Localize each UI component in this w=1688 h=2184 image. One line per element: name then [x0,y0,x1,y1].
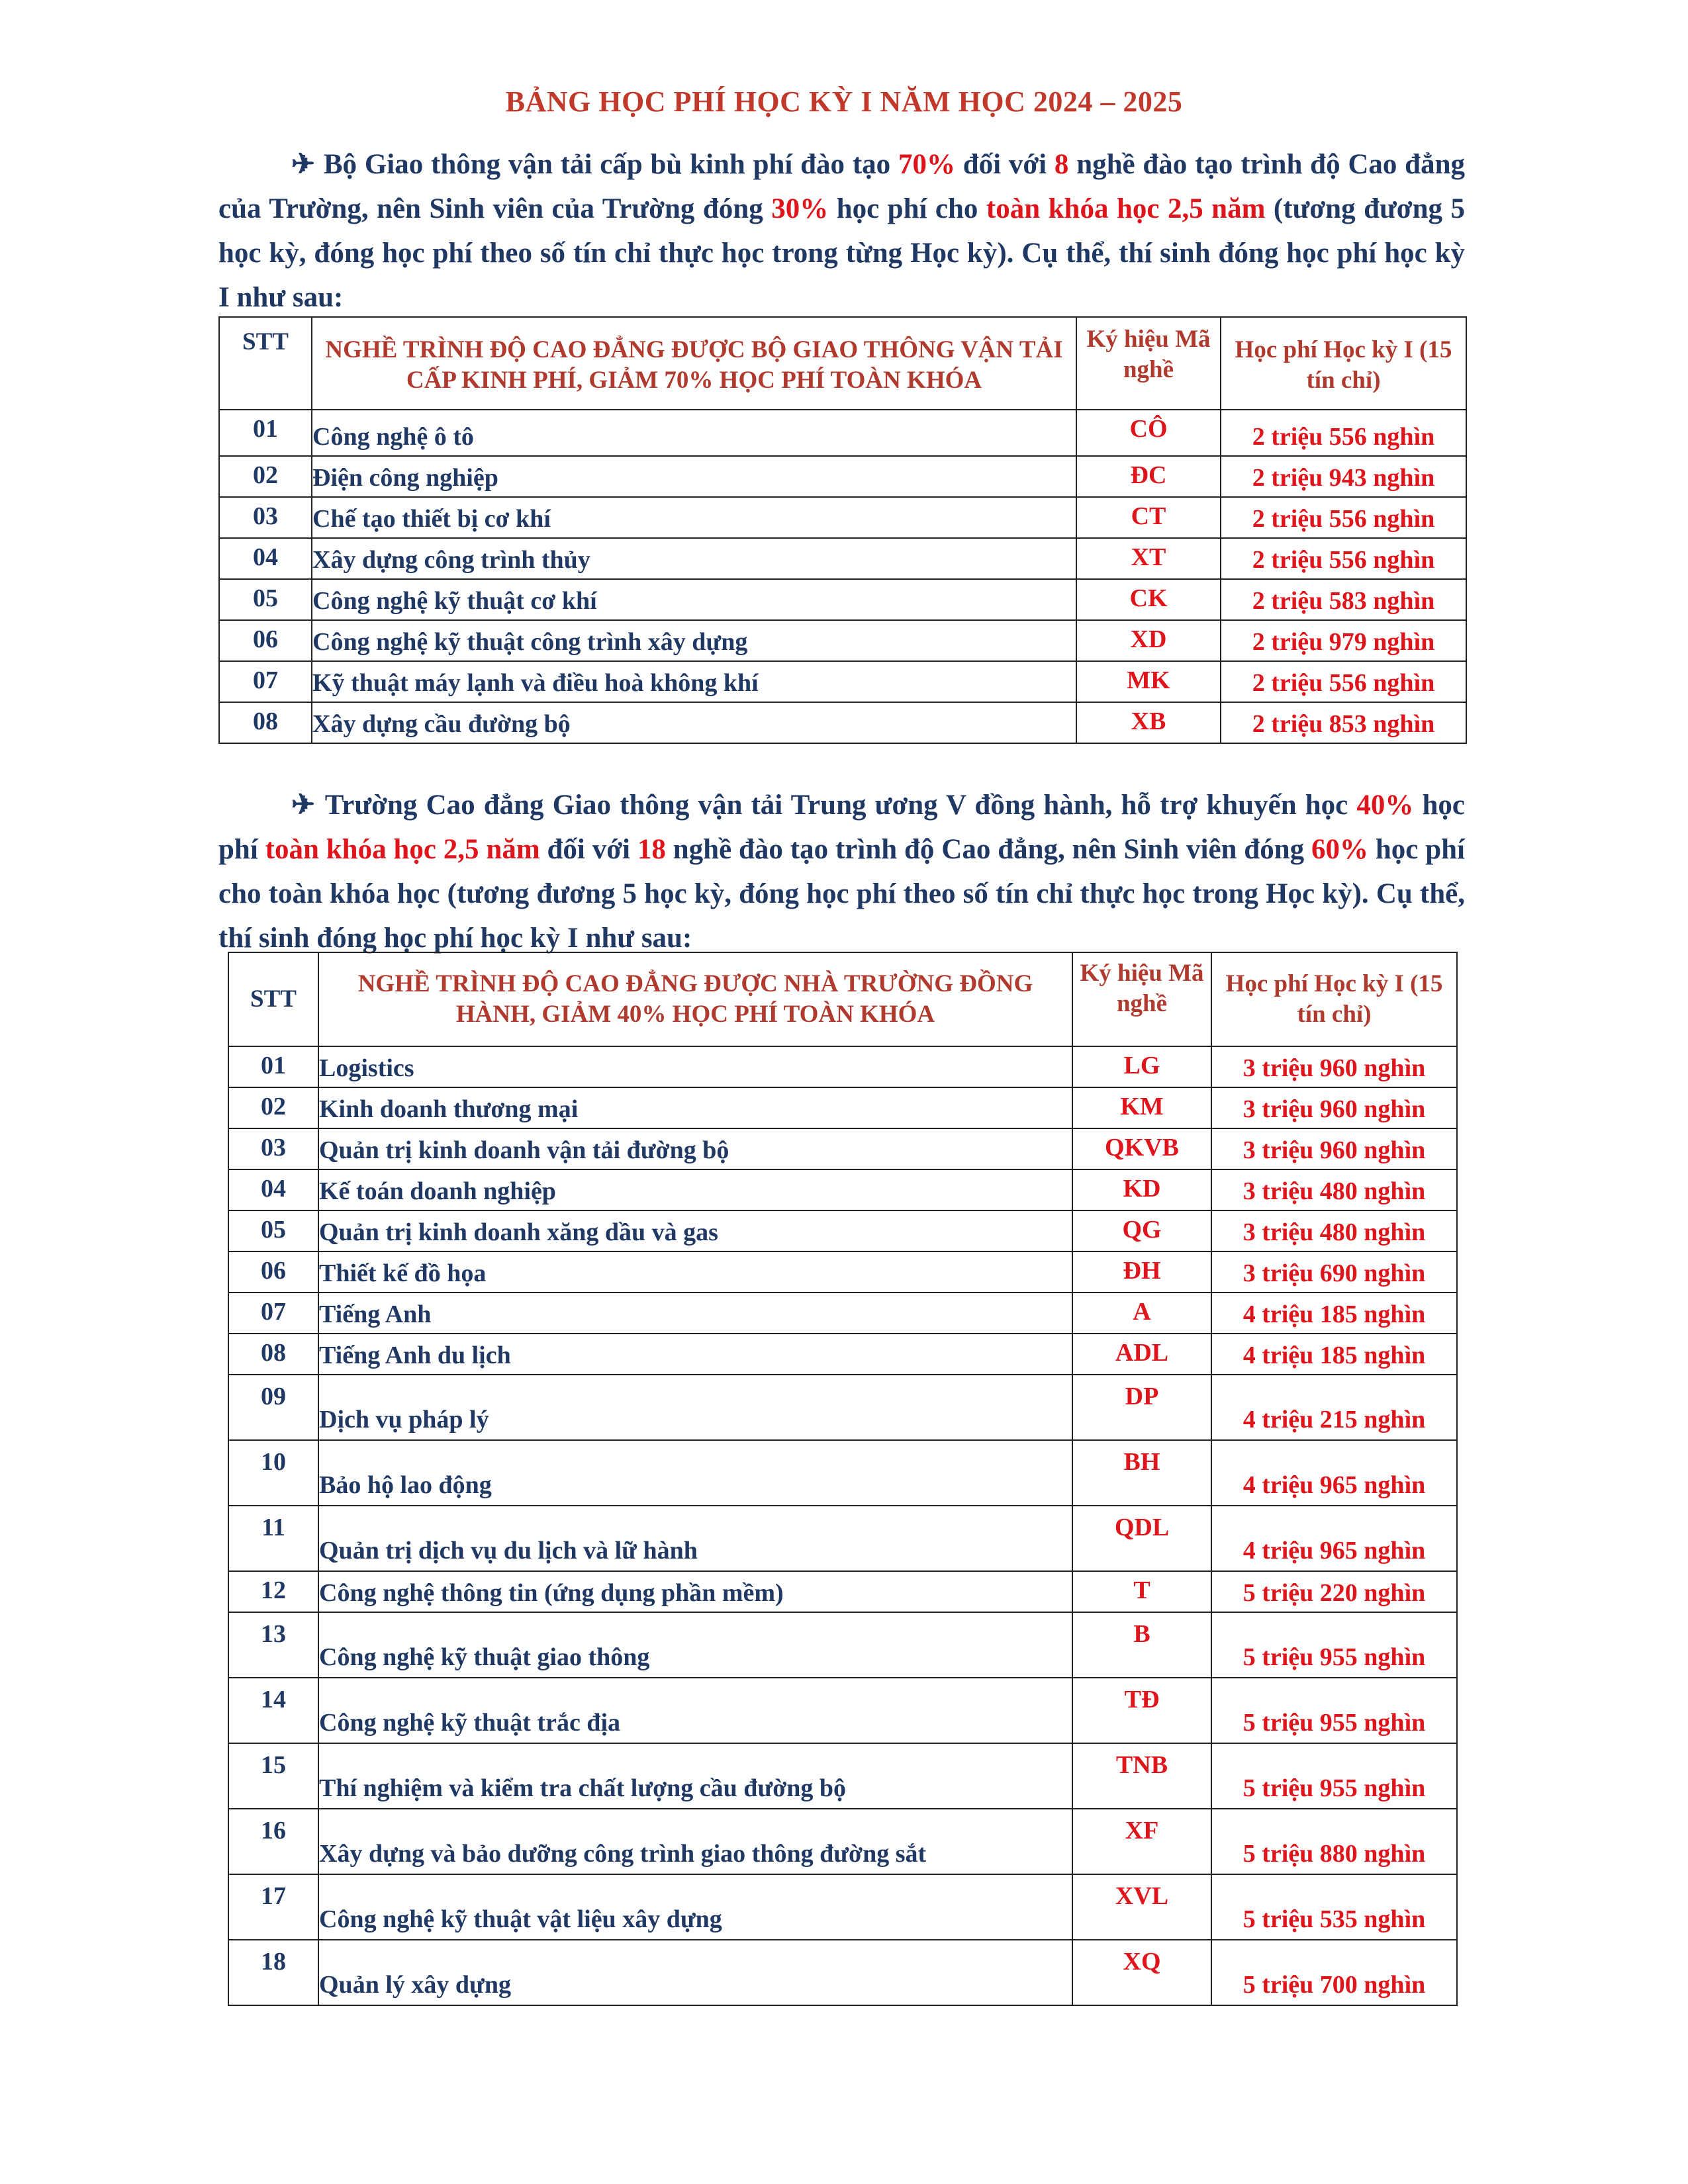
cell-code: ADL [1072,1334,1211,1375]
cell-stt: 09 [228,1375,318,1440]
cell-code: XVL [1072,1874,1211,1940]
table-row [228,1678,1457,1743]
table-row [219,410,1466,456]
cell-stt: 16 [228,1809,318,1874]
section2-text [218,790,1465,954]
cell-fee: 4 triệu 965 nghìn [1211,1506,1457,1571]
cell-fee: 2 triệu 556 nghìn [1221,410,1466,456]
cell-stt: 05 [228,1210,318,1251]
cell-fee: 5 triệu 880 nghìn [1211,1809,1457,1874]
body-text: đối với [955,149,1055,180]
highlight-text: 40% [1356,790,1414,821]
cell-code: MK [1076,661,1221,702]
cell-code: XB [1076,702,1221,743]
col-header-fee: Học phí Học kỳ I (15 tín chỉ) [1221,317,1466,410]
airplane-icon: ✈ [291,790,317,821]
cell-stt: 17 [228,1874,318,1940]
body-text: (tương đương 5 học kỳ, đóng học phí theo số tín chỉ thực học trong từng Học kỳ). Cụ thể, thí sinh đóng học phí học kỳ I như sau: [218,193,1465,313]
cell-name: Quản trị dịch vụ du lịch và lữ hành [318,1506,1072,1571]
cell-name: Xây dựng cầu đường bộ [312,702,1076,743]
table-row [228,1046,1457,1087]
table-row [228,1293,1457,1334]
cell-code: DP [1072,1375,1211,1440]
cell-fee: 4 triệu 185 nghìn [1211,1334,1457,1375]
cell-name: Xây dựng công trình thủy [312,538,1076,579]
cell-fee: 2 triệu 943 nghìn [1221,456,1466,497]
cell-name: Thí nghiệm và kiểm tra chất lượng cầu đường bộ [318,1743,1072,1809]
cell-stt: 06 [228,1251,318,1293]
cell-name: Công nghệ kỹ thuật trắc địa [318,1678,1072,1743]
airplane-icon: ✈ [291,149,316,180]
document-title: BẢNG HỌC PHÍ HỌC KỲ I NĂM HỌC 2024 – 2025 [505,85,1183,118]
cell-stt: 01 [228,1046,318,1087]
cell-fee: 4 triệu 215 nghìn [1211,1375,1457,1440]
cell-fee: 3 triệu 960 nghìn [1211,1087,1457,1128]
table-row [228,1334,1457,1375]
cell-name: Dịch vụ pháp lý [318,1375,1072,1440]
cell-stt: 02 [228,1087,318,1128]
cell-name: Kế toán doanh nghiệp [318,1169,1072,1210]
cell-stt: 15 [228,1743,318,1809]
table-row [219,620,1466,661]
cell-stt: 07 [219,661,312,702]
cell-fee: 2 triệu 556 nghìn [1221,538,1466,579]
cell-name: Kinh doanh thương mại [318,1087,1072,1128]
cell-name: Quản trị kinh doanh xăng dầu và gas [318,1210,1072,1251]
table-row [228,1743,1457,1809]
col-header-code: Ký hiệu Mã nghề [1076,317,1221,410]
cell-name: Thiết kế đồ họa [318,1251,1072,1293]
body-text: đối với [539,834,637,865]
section1-paragraph [218,142,1465,320]
cell-stt: 03 [219,497,312,538]
cell-name: Xây dựng và bảo dưỡng công trình giao thông đường sắt [318,1809,1072,1874]
cell-code: XT [1076,538,1221,579]
col-header-stt: STT [219,317,312,410]
cell-code: A [1072,1293,1211,1334]
cell-stt: 05 [219,579,312,620]
cell-stt: 11 [228,1506,318,1571]
highlight-text: 8 [1054,149,1069,180]
col-header-stt: STT [228,952,318,1046]
cell-fee: 5 triệu 700 nghìn [1211,1940,1457,2005]
table-row [219,661,1466,702]
col-header-name: NGHỀ TRÌNH ĐỘ CAO ĐẲNG ĐƯỢC BỘ GIAO THÔNG VẬN TẢI CẤP KINH PHÍ, GIẢM 70% HỌC PHÍ TOÀN KHÓA [312,317,1076,410]
cell-code: LG [1072,1046,1211,1087]
cell-name: Quản trị kinh doanh vận tải đường bộ [318,1128,1072,1169]
table-row [228,1612,1457,1678]
table-row [228,1169,1457,1210]
table-row [228,1251,1457,1293]
table-row [219,497,1466,538]
cell-fee: 5 triệu 220 nghìn [1211,1571,1457,1612]
cell-stt: 03 [228,1128,318,1169]
highlight-text: 30% [771,193,829,224]
cell-name: Bảo hộ lao động [318,1440,1072,1506]
cell-code: CK [1076,579,1221,620]
cell-code: KD [1072,1169,1211,1210]
col-header-fee: Học phí Học kỳ I (15 tín chỉ) [1211,952,1457,1046]
cell-stt: 13 [228,1612,318,1678]
cell-code: TNB [1072,1743,1211,1809]
cell-code: QKVB [1072,1128,1211,1169]
cell-name: Công nghệ kỹ thuật vật liệu xây dựng [318,1874,1072,1940]
cell-code: ĐH [1072,1251,1211,1293]
highlight-text: 60% [1311,834,1368,865]
cell-code: CT [1076,497,1221,538]
cell-name: Chế tạo thiết bị cơ khí [312,497,1076,538]
cell-stt: 04 [219,538,312,579]
cell-stt: 14 [228,1678,318,1743]
table-row [228,1087,1457,1128]
cell-stt: 08 [228,1334,318,1375]
cell-code: B [1072,1612,1211,1678]
table-row [228,1128,1457,1169]
body-text: nghề đào tạo trình độ Cao đẳng, nên Sinh viên đóng [665,834,1311,865]
cell-code: BH [1072,1440,1211,1506]
body-text: học phí [218,790,1466,865]
table-row [228,1375,1457,1440]
cell-fee: 5 triệu 955 nghìn [1211,1678,1457,1743]
cell-stt: 02 [219,456,312,497]
body-text: Trường Cao đẳng Giao thông vận tải Trung ương V đồng hành, hỗ trợ khuyến học [324,790,1357,821]
table-row [219,538,1466,579]
cell-fee: 4 triệu 965 nghìn [1211,1440,1457,1506]
cell-name: Công nghệ ô tô [312,410,1076,456]
cell-code: ĐC [1076,456,1221,497]
cell-code: XQ [1072,1940,1211,2005]
cell-code: T [1072,1571,1211,1612]
cell-name: Công nghệ thông tin (ứng dụng phần mềm) [318,1571,1072,1612]
col-header-code: Ký hiệu Mã nghề [1072,952,1211,1046]
cell-stt: 12 [228,1571,318,1612]
cell-fee: 4 triệu 185 nghìn [1211,1293,1457,1334]
highlight-text: toàn khóa học 2,5 năm [986,193,1266,224]
table-row [228,1874,1457,1940]
cell-fee: 3 triệu 960 nghìn [1211,1046,1457,1087]
cell-stt: 18 [228,1940,318,2005]
cell-stt: 06 [219,620,312,661]
cell-name: Công nghệ kỹ thuật công trình xây dựng [312,620,1076,661]
cell-code: QDL [1072,1506,1211,1571]
fee-table-school [228,952,1458,2006]
table-row [219,702,1466,743]
col-header-name: NGHỀ TRÌNH ĐỘ CAO ĐẲNG ĐƯỢC NHÀ TRƯỜNG ĐỒNG HÀNH, GIẢM 40% HỌC PHÍ TOÀN KHÓA [318,952,1072,1046]
cell-fee: 5 triệu 535 nghìn [1211,1874,1457,1940]
cell-code: KM [1072,1087,1211,1128]
table-row [228,1506,1457,1571]
cell-name: Tiếng Anh [318,1293,1072,1334]
cell-name: Quản lý xây dựng [318,1940,1072,2005]
cell-fee: 3 triệu 960 nghìn [1211,1128,1457,1169]
table-row [228,1940,1457,2005]
cell-fee: 2 triệu 979 nghìn [1221,620,1466,661]
fee-table-ministry [218,316,1467,744]
cell-code: TĐ [1072,1678,1211,1743]
cell-name: Tiếng Anh du lịch [318,1334,1072,1375]
cell-fee: 3 triệu 480 nghìn [1211,1210,1457,1251]
cell-code: CÔ [1076,410,1221,456]
cell-name: Công nghệ kỹ thuật giao thông [318,1612,1072,1678]
cell-stt: 10 [228,1440,318,1506]
section1-text [218,149,1465,313]
cell-fee: 2 triệu 556 nghìn [1221,497,1466,538]
cell-code: QG [1072,1210,1211,1251]
cell-code: XD [1076,620,1221,661]
cell-fee: 3 triệu 480 nghìn [1211,1169,1457,1210]
cell-fee: 2 triệu 556 nghìn [1221,661,1466,702]
cell-stt: 08 [219,702,312,743]
table-row [219,456,1466,497]
section2-paragraph [218,783,1465,960]
body-text: học phí cho toàn khóa học (tương đương 5 học kỳ, đóng học phí theo số tín chỉ thực học trong Học kỳ). Cụ thể, thí sinh đóng học phí học kỳ I như sau: [218,834,1466,954]
cell-name: Điện công nghiệp [312,456,1076,497]
cell-stt: 04 [228,1169,318,1210]
table-row [228,1440,1457,1506]
cell-fee: 3 triệu 690 nghìn [1211,1251,1457,1293]
cell-fee: 5 triệu 955 nghìn [1211,1743,1457,1809]
cell-stt: 01 [219,410,312,456]
cell-fee: 2 triệu 583 nghìn [1221,579,1466,620]
cell-fee: 5 triệu 955 nghìn [1211,1612,1457,1678]
highlight-text: toàn khóa học 2,5 năm [265,834,540,865]
cell-stt: 07 [228,1293,318,1334]
cell-fee: 2 triệu 853 nghìn [1221,702,1466,743]
body-text: Bộ Giao thông vận tải cấp bù kinh phí đào tạo [323,149,898,180]
highlight-text: 70% [898,149,955,180]
cell-name: Công nghệ kỹ thuật cơ khí [312,579,1076,620]
body-text: học phí cho [828,193,986,224]
highlight-text: 18 [637,834,666,865]
table-row [228,1210,1457,1251]
table-row [228,1809,1457,1874]
cell-name: Kỹ thuật máy lạnh và điều hoà không khí [312,661,1076,702]
cell-name: Logistics [318,1046,1072,1087]
table-row [219,579,1466,620]
cell-code: XF [1072,1809,1211,1874]
table-row [228,1571,1457,1612]
body-text: nghề đào tạo trình độ Cao đẳng của Trường, nên Sinh viên của Trường đóng [218,149,1466,224]
